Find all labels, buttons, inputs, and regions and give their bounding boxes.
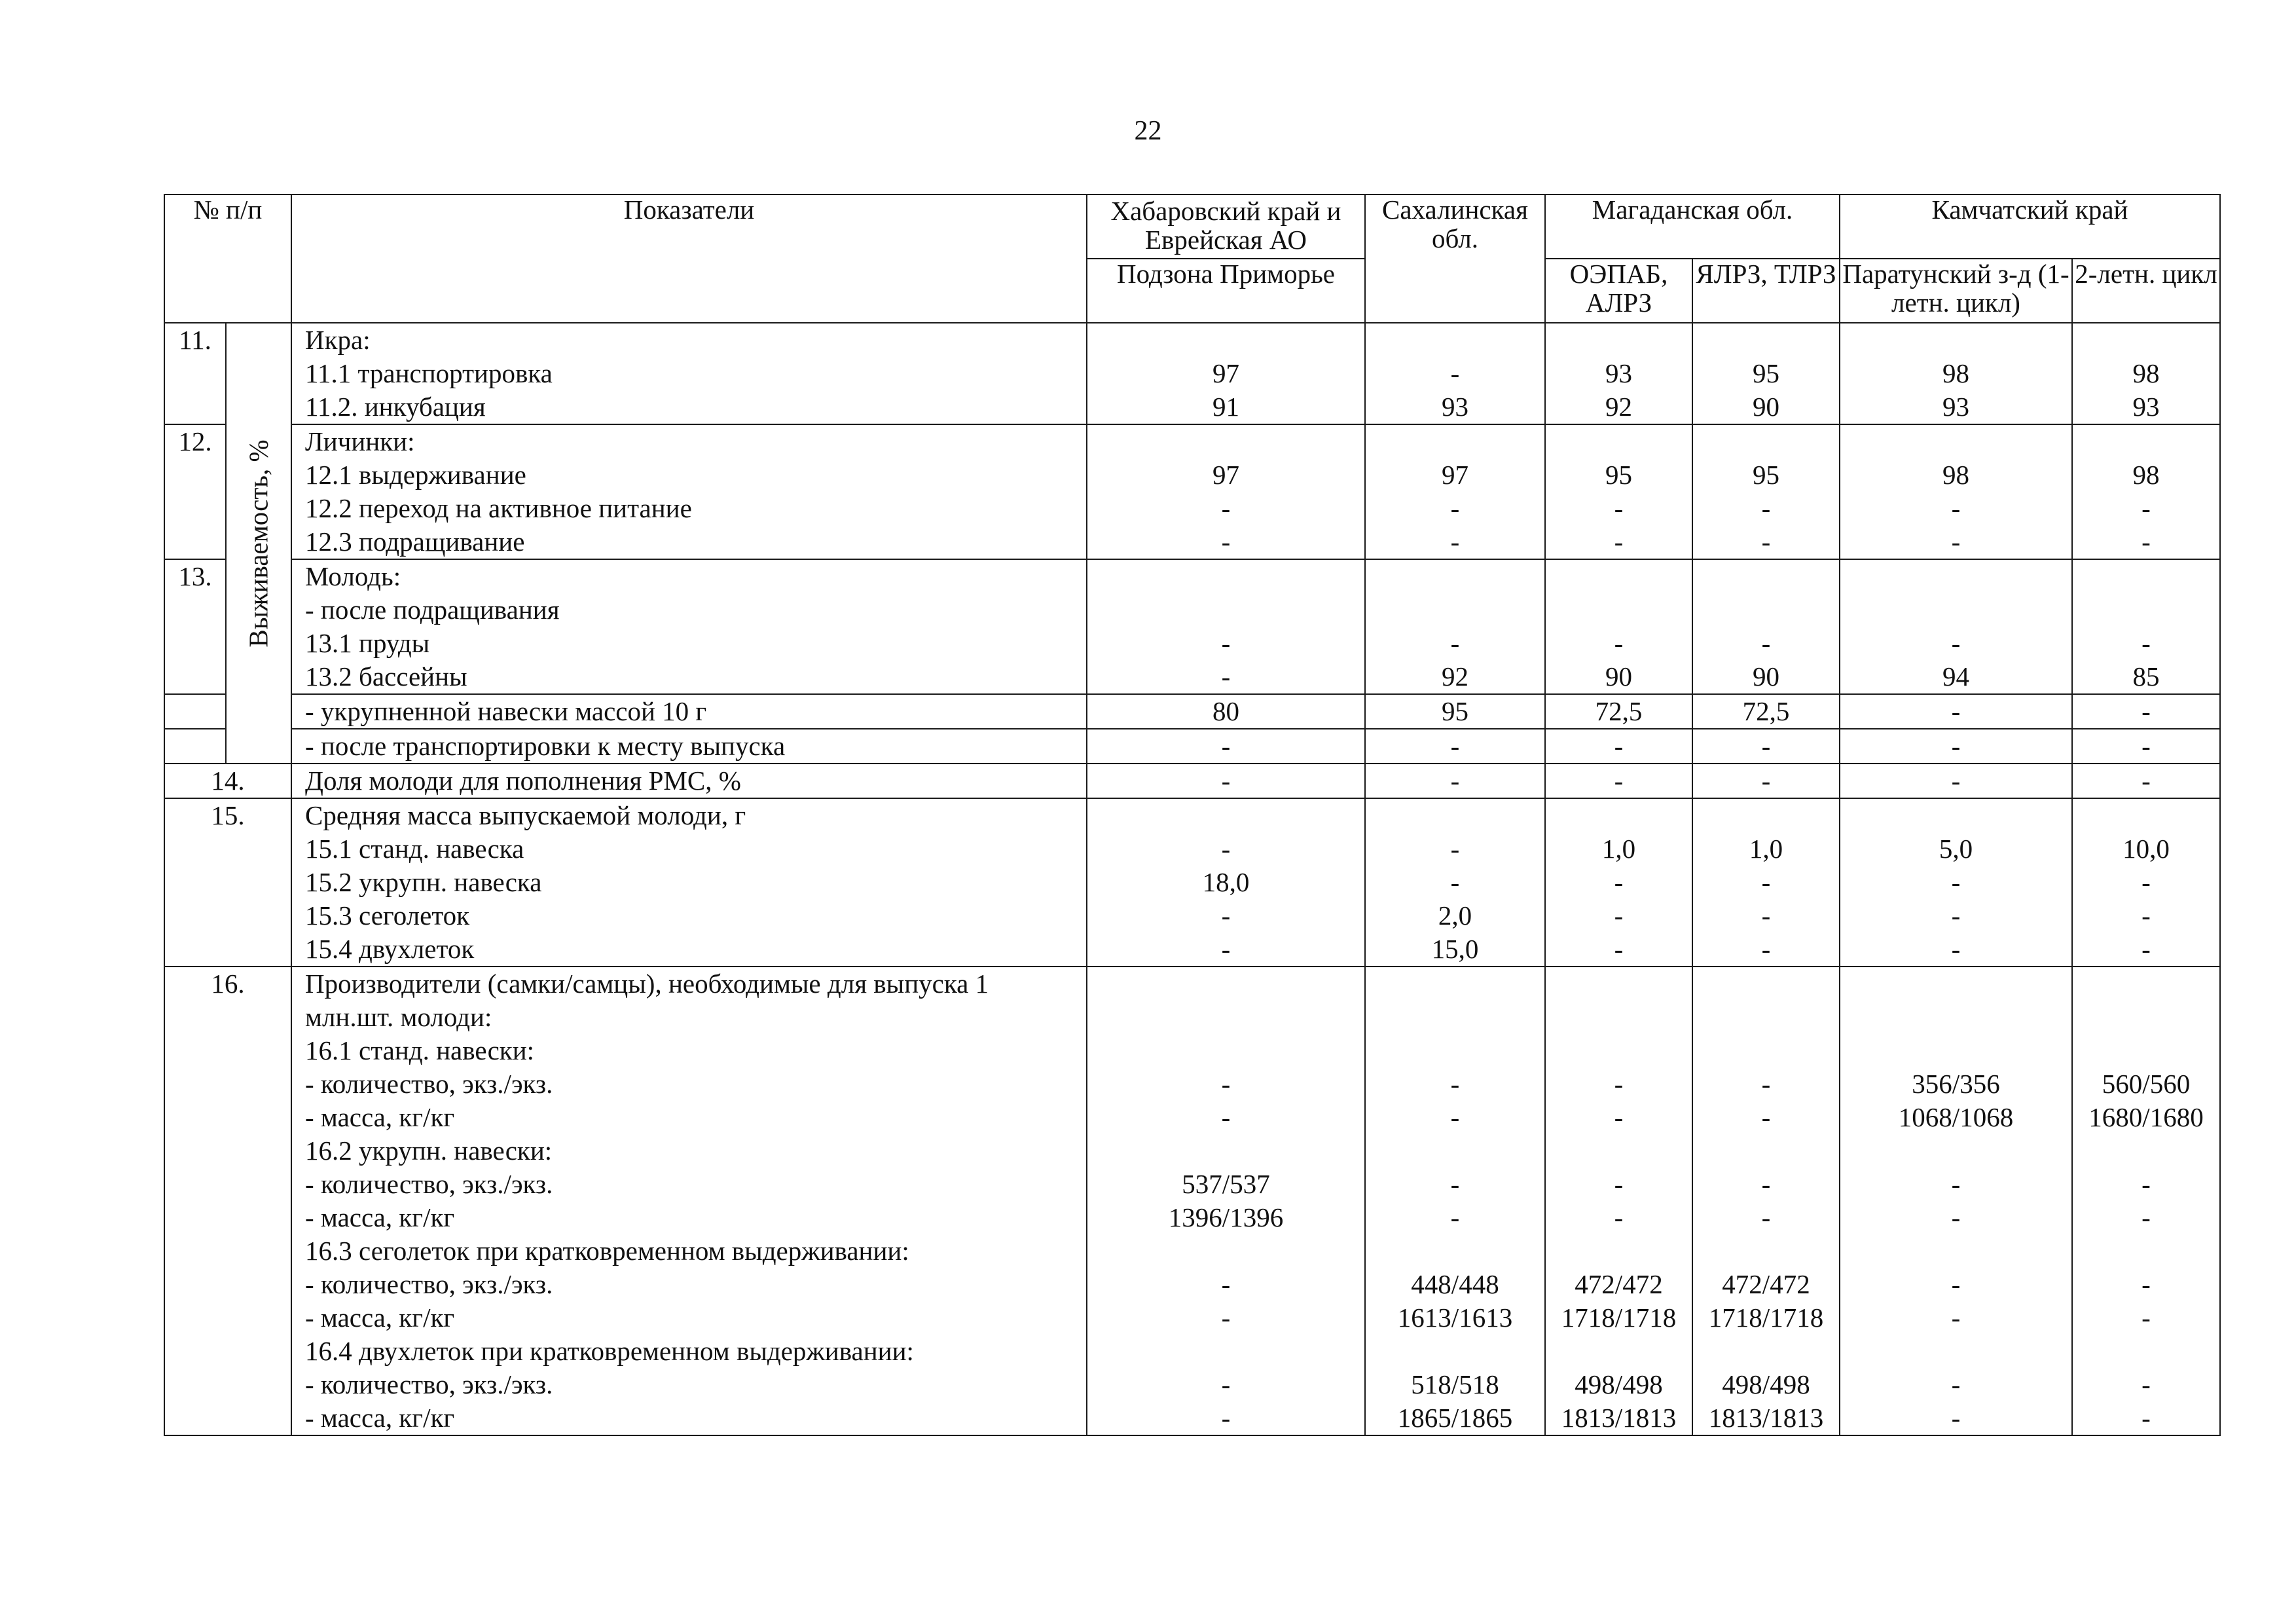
cell-line: Молодь: [305,561,401,591]
cell-line: 1865/1865 [1397,1403,1513,1433]
cell-line: - [1761,493,1771,523]
cell-line [1693,1234,1839,1268]
row-label: Доля молоди для пополнения РМС, % [291,764,1087,798]
cell-line [1693,1134,1839,1168]
cell-line: Производители (самки/самцы), необходимые для выпуска 1 [305,969,989,999]
cell-line: - [1951,1269,1961,1299]
cell-line: - [1761,900,1771,931]
cell-line: - [1221,493,1231,523]
value-cell [2072,967,2220,1435]
cell-line [1693,967,1839,1001]
cell-line: - [2141,1302,2151,1333]
cell-line [1693,560,1839,593]
cell-line: - [1221,1102,1231,1132]
cell-line [1546,593,1692,627]
cell-line: - [1614,1102,1624,1132]
header-kamchatka: Камчатский край [1840,194,2220,259]
cell-line [1087,1335,1364,1368]
cell-line [1366,1234,1544,1268]
cell-line: - количество, экз./экз. [305,1069,553,1099]
cell-line: 356/356 [1912,1069,2000,1099]
cell-line: 98 [1942,358,1969,388]
cell-line: 93 [1442,392,1468,422]
value-cell [2072,798,2220,967]
cell-line: - [1221,526,1231,557]
cell-line: - [2141,526,2151,557]
row-labels [291,798,1087,967]
cell-line: - [2141,628,2151,658]
data-table [164,194,2221,1436]
cell-line: - [2141,867,2151,897]
cell-line [1087,1034,1364,1067]
cell-line: - [1221,900,1231,931]
cell-line: Личинки: [305,426,415,456]
cell-line: 92 [1605,392,1632,422]
row-label: - после транспортировки к месту выпуска [291,729,1087,764]
header-num: № п/п [164,194,291,323]
cell-line [1087,1234,1364,1268]
cell-line: - масса, кг/кг [305,1403,455,1433]
value-cell [1365,559,1545,694]
table-row [164,798,2220,967]
value-cell [1840,967,2072,1435]
cell-line: 95 [1753,460,1779,490]
value-cell [1087,967,1365,1435]
value-cell [1840,798,2072,967]
cell-line [2073,1034,2219,1067]
cell-line [1366,1034,1544,1067]
cell-line: - [1761,526,1771,557]
cell-line [1840,1335,2071,1368]
cell-line: - [1951,526,1961,557]
cell-line [2073,1234,2219,1268]
cell-line: Средняя масса выпускаемой молоди, г [305,800,746,830]
cell-line: - [1450,867,1460,897]
table-row [164,424,2220,559]
cell-line [1087,560,1364,593]
survival-label: Выживаемость, % [243,439,274,648]
cell-line: 1718/1718 [1708,1302,1824,1333]
cell-line [1366,1335,1544,1368]
header-kamchatka-sub2: 2-летн. цикл [2072,259,2220,323]
cell-line [1546,323,1692,357]
cell-line: 16.1 станд. навески: [305,1035,535,1065]
cell-line [1087,967,1364,1001]
cell-line: - [1951,934,1961,964]
value-cell: 95 [1365,694,1545,729]
cell-line: - [1614,1069,1624,1099]
cell-line [1087,799,1364,832]
value-cell [1692,967,1840,1435]
cell-line: 12.1 выдерживание [305,460,526,490]
cell-line [1546,1034,1692,1067]
cell-line [1546,1234,1692,1268]
value-cell: 80 [1087,694,1365,729]
value-cell [1545,967,1692,1435]
header-khabarovsk-sub: Подзона Приморье [1087,259,1365,323]
cell-line: - [1614,493,1624,523]
value-cell [1365,967,1545,1435]
value-cell [1545,424,1692,559]
cell-line: - [2141,1202,2151,1232]
cell-line: 95 [1753,358,1779,388]
cell-line [1840,1001,2071,1034]
value-cell [1840,323,2072,424]
cell-line: - [2141,1369,2151,1399]
row-labels [291,323,1087,424]
cell-line: - [1221,628,1231,658]
value-cell [1545,559,1692,694]
cell-line [1366,593,1544,627]
cell-line [1546,1134,1692,1168]
page-number: 22 [1134,116,1162,146]
cell-line: - [1761,1169,1771,1199]
header-magadan-sub1: ОЭПАБ, АЛРЗ [1545,259,1692,323]
table-row [164,694,2220,729]
cell-line: 1068/1068 [1898,1102,2014,1132]
cell-line [1087,593,1364,627]
cell-line: 90 [1605,661,1632,692]
cell-line: - [1761,1102,1771,1132]
cell-line [2073,323,2219,357]
header-indicators: Показатели [291,194,1087,323]
value-cell [1545,798,1692,967]
cell-line [1087,425,1364,458]
cell-line [1840,1234,2071,1268]
row-number: 16. [164,967,291,1435]
cell-line [1087,1001,1364,1034]
table-row [164,967,2220,1435]
cell-line [1693,799,1839,832]
cell-line: 560/560 [2102,1069,2191,1099]
cell-line: 12.2 переход на активное питание [305,493,692,523]
cell-line: 85 [2132,661,2160,692]
cell-line [1693,1034,1839,1067]
value-cell: - [1087,764,1365,798]
cell-line [1546,425,1692,458]
cell-line [1087,1134,1364,1168]
cell-line: 11.1 транспортировка [305,358,553,388]
cell-line: 94 [1942,661,1969,692]
header-kamchatka-sub1: Паратунский з-д (1-летн. цикл) [1840,259,2072,323]
cell-line: - [1450,358,1460,388]
survival-group-cell [226,323,291,764]
cell-line: - [1221,834,1231,864]
cell-line [1840,1034,2071,1067]
cell-line: 1,0 [1749,834,1783,864]
header-khabarovsk: Хабаровский край и Еврейская АО [1087,194,1365,259]
cell-line [1840,799,2071,832]
value-cell [1840,424,2072,559]
cell-line: 1,0 [1601,834,1636,864]
cell-line: - [1450,1069,1460,1099]
table-row [164,764,2220,798]
cell-line [2073,425,2219,458]
cell-line: 97 [1212,358,1239,388]
cell-line: 15.1 станд. навеска [305,834,524,864]
value-cell [1087,798,1365,967]
cell-line: 93 [1605,358,1632,388]
cell-line [1546,967,1692,1001]
cell-line [1693,323,1839,357]
cell-line: - [1951,1302,1961,1333]
cell-line [1087,323,1364,357]
cell-line: 16.4 двухлеток при кратковременном выдерживании: [305,1336,914,1366]
cell-line: - [1614,1202,1624,1232]
cell-line: - [1761,1069,1771,1099]
cell-line: 472/472 [1575,1269,1663,1299]
cell-line: - количество, экз./экз. [305,1169,553,1199]
row-labels [291,559,1087,694]
cell-line: 498/498 [1575,1369,1663,1399]
cell-line [1693,425,1839,458]
header-magadan: Магаданская обл. [1545,194,1840,259]
cell-line: 1813/1813 [1561,1403,1677,1433]
value-cell [1365,323,1545,424]
cell-line: - [1951,1403,1961,1433]
cell-line: 90 [1753,392,1779,422]
value-cell: - [1840,764,2072,798]
value-cell [1692,559,1840,694]
value-cell: - [2072,764,2220,798]
value-cell [1840,559,2072,694]
cell-line [1840,593,2071,627]
value-cell: - [1840,729,2072,764]
cell-line: 448/448 [1411,1269,1499,1299]
cell-line: - [1951,867,1961,897]
table-row [164,559,2220,694]
cell-line: - [1221,1403,1231,1433]
value-cell: - [1840,694,2072,729]
row-labels [291,424,1087,559]
cell-line: 1718/1718 [1561,1302,1677,1333]
header-magadan-sub2: ЯЛРЗ, ТЛРЗ [1692,259,1840,323]
cell-line: - [2141,1169,2151,1199]
cell-line: 16.3 сеголеток при кратковременном выдерживании: [305,1236,909,1266]
cell-line: 10,0 [2123,834,2170,864]
cell-line [1693,1335,1839,1368]
cell-line: - количество, экз./экз. [305,1269,553,1299]
cell-line: - [1761,934,1771,964]
cell-line [1366,323,1544,357]
cell-line [1366,799,1544,832]
cell-line: - после подращивания [305,595,560,625]
cell-line [2073,1335,2219,1368]
cell-line: 12.3 подращивание [305,526,525,557]
cell-line: - [1761,867,1771,897]
cell-line: - [1450,1169,1460,1199]
cell-line: - [1221,1302,1231,1333]
cell-line [1693,1001,1839,1034]
cell-line: 13.2 бассейны [305,661,467,692]
row-labels [291,967,1087,1435]
empty-num-cell [164,694,226,729]
cell-line [1546,1335,1692,1368]
cell-line: - [1951,493,1961,523]
cell-line: 15,0 [1431,934,1479,964]
row-number: 13. [164,559,226,694]
cell-line: - [1221,1069,1231,1099]
cell-line: 2,0 [1438,900,1472,931]
cell-line: - [2141,900,2151,931]
cell-line: 97 [1442,460,1468,490]
cell-line: - [1614,900,1624,931]
cell-line: 98 [1942,460,1969,490]
cell-line: Икра: [305,325,371,355]
cell-line: - [1951,1202,1961,1232]
cell-line: - [1614,867,1624,897]
cell-line: - [1614,934,1624,964]
cell-line: - [2141,934,2151,964]
cell-line: млн.шт. молоди: [305,1002,492,1032]
cell-line: - [1951,1169,1961,1199]
value-cell: - [1692,764,1840,798]
cell-line: 13.1 пруды [305,628,430,658]
cell-line: - [1761,1202,1771,1232]
cell-line: - [1221,934,1231,964]
cell-line [2073,1134,2219,1168]
cell-line: - масса, кг/кг [305,1202,455,1232]
cell-line: - [1614,628,1624,658]
table-row [164,323,2220,424]
table-row [164,729,2220,764]
cell-line: - [2141,1403,2151,1433]
cell-line: - [1221,1369,1231,1399]
cell-line [1366,425,1544,458]
cell-line: - количество, экз./экз. [305,1369,553,1399]
cell-line: 93 [2132,392,2160,422]
cell-line: 91 [1212,392,1239,422]
value-cell: 72,5 [1545,694,1692,729]
cell-line: 498/498 [1722,1369,1810,1399]
cell-line: 1396/1396 [1168,1202,1284,1232]
cell-line [1546,560,1692,593]
cell-line: 1680/1680 [2088,1102,2204,1132]
value-cell: - [2072,729,2220,764]
cell-line: - [1450,526,1460,557]
cell-line: - [1951,628,1961,658]
cell-line: - [1221,1269,1231,1299]
cell-line: - [1450,834,1460,864]
cell-line: 5,0 [1939,834,1973,864]
cell-line: - [1614,526,1624,557]
cell-line: - [1450,1102,1460,1132]
value-cell [1087,424,1365,559]
cell-line [1366,1001,1544,1034]
header-sakhalin: Сахалинская обл. [1365,194,1545,323]
cell-line [2073,560,2219,593]
cell-line [1840,323,2071,357]
cell-line [1546,799,1692,832]
cell-line: 98 [2132,358,2160,388]
cell-line: - масса, кг/кг [305,1302,455,1333]
cell-line: 98 [2132,460,2160,490]
value-cell [1692,798,1840,967]
row-label: - укрупненной навески массой 10 г [291,694,1087,729]
cell-line: 92 [1442,661,1468,692]
cell-line [1546,1001,1692,1034]
cell-line: 11.2. инкубация [305,392,486,422]
cell-line: - [2141,493,2151,523]
cell-line: - [1221,661,1231,692]
cell-line: - [1614,1169,1624,1199]
value-cell [2072,559,2220,694]
row-number: 12. [164,424,226,559]
row-number: 11. [164,323,226,424]
value-cell: - [1087,729,1365,764]
cell-line: - [1450,493,1460,523]
value-cell [1365,798,1545,967]
value-cell [2072,424,2220,559]
cell-line [1366,1134,1544,1168]
value-cell: - [1365,764,1545,798]
row-number: 15. [164,798,291,967]
cell-line [1840,967,2071,1001]
value-cell [1087,323,1365,424]
cell-line: 15.3 сеголеток [305,900,470,931]
value-cell: - [1692,729,1840,764]
cell-line: 518/518 [1411,1369,1499,1399]
cell-line: - [1450,1202,1460,1232]
cell-line [1840,425,2071,458]
value-cell [1692,424,1840,559]
value-cell [1365,424,1545,559]
cell-line [2073,967,2219,1001]
cell-line: - [1450,628,1460,658]
cell-line: - [1951,900,1961,931]
cell-line: 1813/1813 [1708,1403,1824,1433]
cell-line [2073,593,2219,627]
cell-line: 472/472 [1722,1269,1810,1299]
value-cell [1545,323,1692,424]
value-cell: 72,5 [1692,694,1840,729]
cell-line [2073,799,2219,832]
cell-line: - масса, кг/кг [305,1102,455,1132]
cell-line: - [1761,628,1771,658]
value-cell [1087,559,1365,694]
cell-line: - [1951,1369,1961,1399]
value-cell: - [1545,729,1692,764]
cell-line: 15.2 укрупн. навеска [305,867,542,897]
cell-line: 1613/1613 [1397,1302,1513,1333]
value-cell [1692,323,1840,424]
value-cell [2072,323,2220,424]
cell-line [1693,593,1839,627]
value-cell: - [1545,764,1692,798]
cell-line [1840,560,2071,593]
cell-line [2073,1001,2219,1034]
cell-line: 18,0 [1202,867,1250,897]
cell-line: - [2141,1269,2151,1299]
cell-line [1840,1134,2071,1168]
empty-num-cell [164,729,226,764]
cell-line: 15.4 двухлеток [305,934,475,964]
cell-line [1366,967,1544,1001]
value-cell: - [2072,694,2220,729]
cell-line: 90 [1753,661,1779,692]
cell-line: 537/537 [1182,1169,1270,1199]
row-number: 14. [164,764,291,798]
cell-line: 16.2 укрупн. навески: [305,1135,553,1166]
cell-line: 95 [1605,460,1632,490]
cell-line: 97 [1212,460,1239,490]
value-cell: - [1365,729,1545,764]
cell-line [1366,560,1544,593]
cell-line: 93 [1942,392,1969,422]
